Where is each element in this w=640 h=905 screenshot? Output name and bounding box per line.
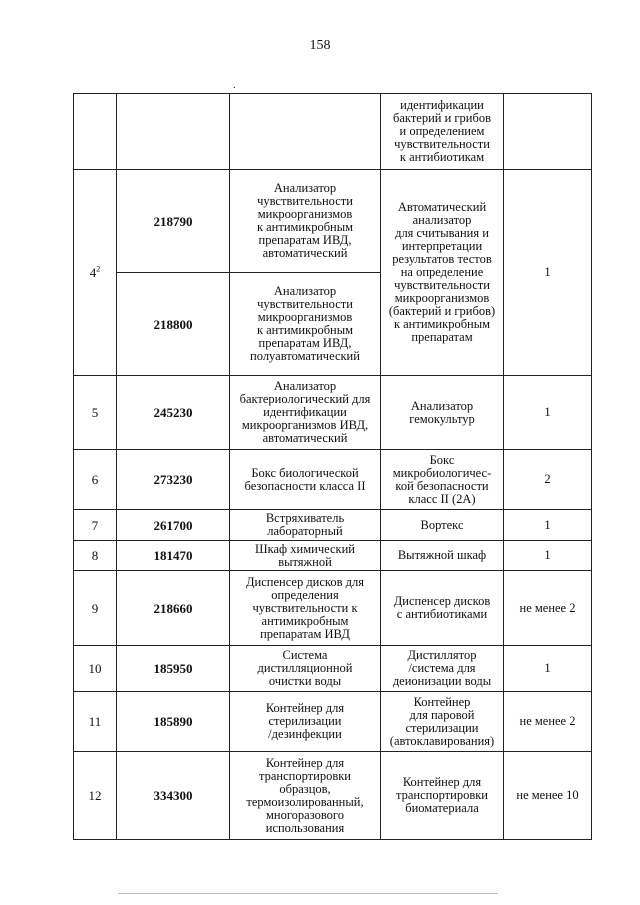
name-cell: Контейнер для транспортировки образцов, термоизолированный, многоразового использования (230, 752, 381, 840)
table-row (74, 170, 592, 273)
code-cell: 181470 (117, 541, 230, 571)
name-cell: Анализатор чувствительности микроорганизмов к антимикробным препаратам ИВД, полуавтоматический (230, 273, 381, 376)
table-row (74, 450, 592, 510)
description-cell: Контейнер для транспортировки биоматериала (381, 752, 504, 840)
code-cell: 185890 (117, 692, 230, 752)
row-number: 9 (74, 571, 117, 646)
description-cell: Диспенсер дисков с антибиотиками (381, 571, 504, 646)
name-cell: Анализатор бактериологический для идентификации микроорганизмов ИВД, автоматический (230, 376, 381, 450)
name-cell: Анализатор чувствительности микроорганизмов к антимикробным препаратам ИВД, автоматический (230, 170, 381, 273)
bottom-rule (118, 893, 498, 894)
code-cell: 218800 (117, 273, 230, 376)
row-number: 8 (74, 541, 117, 571)
table-row (74, 571, 592, 646)
code-cell: 245230 (117, 376, 230, 450)
quantity-cell: 1 (504, 170, 592, 376)
quantity-cell: 1 (504, 376, 592, 450)
row-number (74, 170, 117, 376)
name-cell: Встряхиватель лабораторный (230, 510, 381, 541)
name-cell: Шкаф химический вытяжной (230, 541, 381, 571)
name-cell: Диспенсер дисков для определения чувствительности к антимикробным препаратам ИВД (230, 571, 381, 646)
code-cell: 218660 (117, 571, 230, 646)
code-cell: 273230 (117, 450, 230, 510)
quantity-cell: не менее 10 (504, 752, 592, 840)
table-row (74, 646, 592, 692)
row-number: 6 (74, 450, 117, 510)
row-number: 11 (74, 692, 117, 752)
description-cell: идентификации бактерий и грибов и определением чувствительности к антибиотикам (381, 94, 504, 170)
name-cell (230, 94, 381, 170)
table-row (74, 376, 592, 450)
name-cell: Система дистилляционной очистки воды (230, 646, 381, 692)
row-number (74, 94, 117, 170)
table-row (74, 510, 592, 541)
description-cell: Анализатор гемокультур (381, 376, 504, 450)
quantity-cell: 2 (504, 450, 592, 510)
row-number: 12 (74, 752, 117, 840)
name-cell: Контейнер для стерилизации /дезинфекции (230, 692, 381, 752)
row-number: 5 (74, 376, 117, 450)
name-cell: Бокс биологической безопасности класса II (230, 450, 381, 510)
description-cell: Вортекс (381, 510, 504, 541)
code-cell: 185950 (117, 646, 230, 692)
code-cell: 334300 (117, 752, 230, 840)
page-number: 158 (309, 38, 331, 53)
quantity-cell: не менее 2 (504, 692, 592, 752)
description-cell: Дистиллятор /система для деионизации воды (381, 646, 504, 692)
quantity-cell: 1 (504, 541, 592, 571)
description-cell: Бокс микробиологичес- кой безопасности класс II (2А) (381, 450, 504, 510)
description-cell: Вытяжной шкаф (381, 541, 504, 571)
description-cell: Автоматический анализатор для считывания и интерпретации результатов тестов на определение чувствительности микроорганизмов (бактерий и грибов) к антимикробным препаратам (381, 170, 504, 376)
quantity-cell: 1 (504, 510, 592, 541)
equipment-table (73, 93, 592, 840)
code-cell: 218790 (117, 170, 230, 273)
table-row (74, 692, 592, 752)
table-row (74, 752, 592, 840)
table-row (74, 541, 592, 571)
code-cell: 261700 (117, 510, 230, 541)
row-number: 10 (74, 646, 117, 692)
quantity-cell: не менее 2 (504, 571, 592, 646)
code-cell (117, 94, 230, 170)
quantity-cell: 1 (504, 646, 592, 692)
quantity-cell (504, 94, 592, 170)
description-cell: Контейнер для паровой стерилизации (автоклавирования) (381, 692, 504, 752)
row-number-superscript: 2 (96, 264, 101, 274)
table-row (74, 94, 592, 170)
stray-mark: . (233, 80, 236, 91)
row-number: 7 (74, 510, 117, 541)
row-number-main: 4 (89, 265, 97, 280)
